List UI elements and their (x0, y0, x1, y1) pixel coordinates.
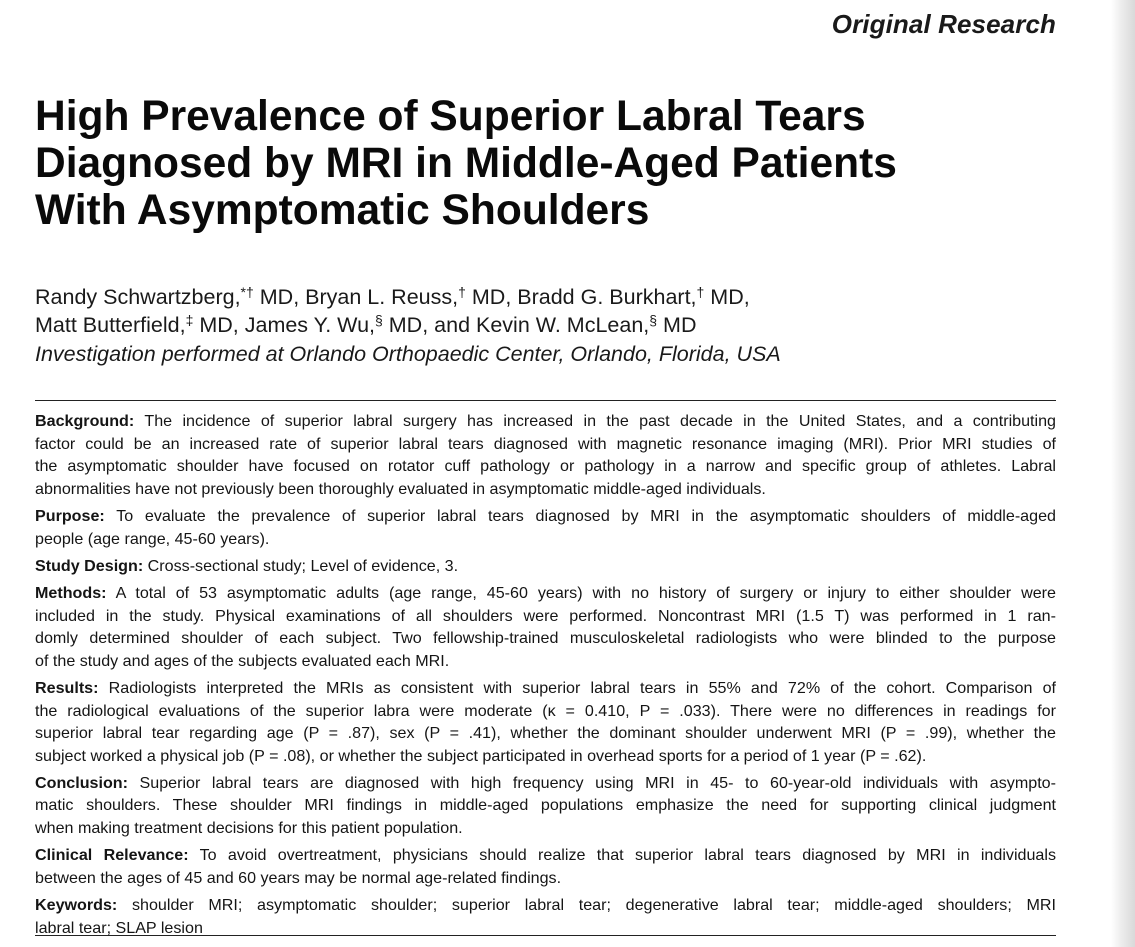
abstract-line: the asymptomatic shoulder have focused on rotator cuff pathology or pathology in a narrow and specific group of athletes. Labral (35, 457, 1056, 476)
abstract-line (35, 505, 1056, 528)
abstract-line: included in the study. Physical examinations of all shoulders were performed. Noncontrast MRI (1.5 T) was performed in 1 ran- (35, 606, 1056, 625)
abstract-line: subject worked a physical job (P = .08), or whether the subject participated in overhead sports for a period of 1 year (P = .62). (35, 746, 927, 765)
abstract-clinical-relevance (35, 844, 1056, 889)
title-line: With Asymptomatic Shoulders (35, 187, 650, 234)
abstract-text: The incidence of superior labral surgery has increased in the past decade in the United States, and a contributing (134, 412, 1056, 430)
author-line (35, 283, 750, 311)
abstract-line (35, 555, 1056, 578)
author-degree: MD, (193, 313, 245, 337)
abstract-line: people (age range, 45-60 years). (35, 529, 270, 548)
abstract-label: Clinical Relevance: (35, 846, 189, 865)
abstract-text: To evaluate the prevalence of superior labral tears diagnosed by MRI in the asymptomatic shoulders of middle-aged (104, 506, 1056, 525)
author-line (35, 311, 750, 339)
author-affiliation-mark: *† (240, 284, 254, 300)
author-degree: MD, and (382, 313, 476, 337)
abstract-top-rule (35, 400, 1056, 401)
abstract-line (35, 894, 1056, 917)
abstract-line: when making treatment decisions for this patient population. (35, 819, 463, 838)
author-list (35, 283, 750, 339)
abstract-line: abnormalities have not previously been thoroughly evaluated in asymptomatic middle-aged individuals. (35, 479, 766, 498)
abstract-label: Results: (35, 678, 99, 697)
abstract-line: factor could be an increased rate of superior labral tears diagnosed with magnetic resonance imaging (MRI). Prior MRI studies of (35, 434, 1056, 453)
article-title (35, 93, 1035, 234)
abstract-line: labral tear; SLAP lesion (35, 918, 203, 937)
abstract-line: between the ages of 45 and 60 years may be normal age-related findings. (35, 868, 562, 887)
abstract-line (35, 582, 1056, 605)
abstract-line: domly determined shoulder of each subject. Two fellowship-trained musculoskeletal radiologists who were blinded to the purpose (35, 629, 1056, 648)
institution-note: Investigation performed at Orlando Orthopaedic Center, Orlando, Florida, USA (35, 342, 781, 366)
author-affiliation-mark: ‡ (185, 312, 194, 328)
abstract-conclusion (35, 772, 1056, 840)
abstract-results (35, 677, 1056, 767)
abstract-label: Purpose: (35, 506, 105, 525)
page-edge-shadow (1111, 0, 1135, 947)
abstract-label: Study Design: (35, 556, 144, 575)
abstract-line (35, 677, 1056, 700)
abstract-text: Cross-sectional study; Level of evidence, 3. (143, 556, 459, 575)
author-name: Bryan L. Reuss, (305, 285, 459, 309)
abstract-keywords (35, 894, 1056, 939)
title-line: Diagnosed by MRI in Middle-Aged Patients (35, 140, 897, 187)
abstract-methods (35, 582, 1056, 672)
author-degree: MD, (465, 285, 518, 309)
abstract-label: Background: (35, 412, 135, 430)
abstract-label: Methods: (35, 583, 107, 602)
abstract-line: superior labral tear regarding age (P = .87), sex (P = .41), whether the dominant shoulder underwent MRI (P = .99), whether the (35, 724, 1056, 743)
abstract-text: shoulder MRI; asymptomatic shoulder; superior labral tear; degenerative labral tear; middle-aged shoulders; MRI (117, 896, 1056, 915)
author-degree: MD (657, 313, 697, 337)
author-degree: MD, (253, 285, 306, 309)
abstract-text: To avoid overtreatment, physicians should realize that superior labral tears diagnosed by MRI in individuals (188, 846, 1057, 865)
abstract (35, 410, 1056, 944)
abstract-label: Conclusion: (35, 773, 128, 792)
abstract-purpose (35, 505, 1056, 550)
abstract-line: matic shoulders. These shoulder MRI findings in middle-aged populations emphasize the need for supporting clinical judgment (35, 796, 1056, 815)
title-line: High Prevalence of Superior Labral Tears (35, 93, 866, 140)
author-affiliation-mark: † (458, 284, 466, 300)
author-name: Kevin W. McLean, (476, 313, 650, 337)
author-name: Randy Schwartzberg, (35, 285, 241, 309)
author-name: James Y. Wu, (244, 313, 375, 337)
abstract-line (35, 772, 1056, 795)
abstract-line (35, 844, 1056, 867)
abstract-study-design (35, 555, 1056, 578)
abstract-text: Radiologists interpreted the MRIs as consistent with superior labral tears in 55% and 72% of the cohort. Comparison of (98, 678, 1056, 697)
abstract-line: the radiological evaluations of the superior labra were moderate (κ = 0.410, P = .033). There were no differences in readings for (35, 701, 1056, 720)
author-name: Bradd G. Burkhart, (517, 285, 697, 309)
author-name: Matt Butterfield, (35, 313, 186, 337)
abstract-bottom-rule (35, 935, 1056, 936)
abstract-line: of the study and ages of the subjects evaluated each MRI. (35, 651, 450, 670)
abstract-line (35, 410, 1056, 433)
abstract-text: A total of 53 asymptomatic adults (age range, 45-60 years) with no history of surgery or injury to either shoulder were (106, 583, 1056, 602)
author-affiliation-mark: § (649, 312, 658, 328)
abstract-background (35, 410, 1056, 500)
author-affiliation-mark: † (696, 284, 705, 300)
abstract-text: Superior labral tears are diagnosed with high frequency using MRI in 45- to 60-year-old individuals with asympto- (127, 773, 1056, 792)
abstract-label: Keywords: (35, 896, 118, 915)
author-degree: MD, (704, 285, 750, 309)
section-label: Original Research (831, 9, 1056, 39)
author-affiliation-mark: § (375, 312, 383, 328)
